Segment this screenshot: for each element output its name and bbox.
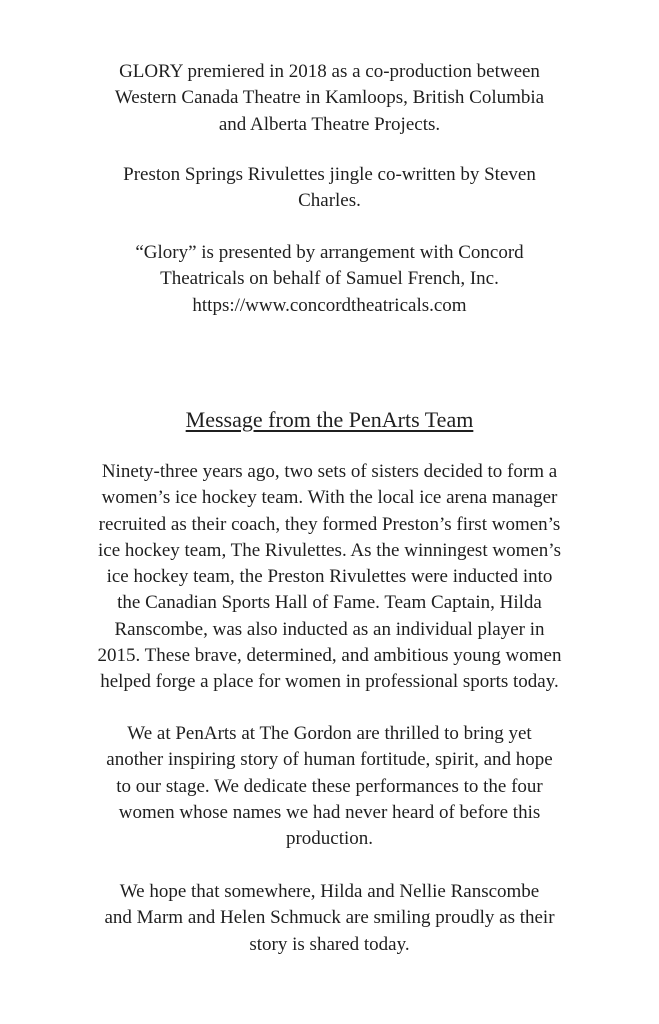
message-p2-line: women whose names we had never heard of before this xyxy=(118,801,541,823)
message-p1-line: the Canadian Sports Hall of Fame. Team Captain, Hilda xyxy=(117,592,542,614)
message-paragraph-3 xyxy=(40,879,619,958)
message-paragraph-1 xyxy=(40,459,619,696)
message-p1-line: Ninety-three years ago, two sets of sisters decided to form a xyxy=(101,461,558,482)
message-p3-line: and Marm and Helen Schmuck are smiling proudly as their xyxy=(104,907,555,929)
arrangement-line-1: “Glory” is presented by arrangement with Concord xyxy=(135,242,524,263)
message-p1-line: helped forge a place for women in professional sports today. xyxy=(100,671,559,693)
message-p1-line: ice hockey team, the Preston Rivulettes were inducted into xyxy=(106,566,553,588)
premiere-line-1: GLORY premiered in 2018 as a co-production between xyxy=(119,61,540,82)
message-p2-line: We at PenArts at The Gordon are thrilled to bring yet xyxy=(127,723,532,744)
premiere-credit xyxy=(40,59,619,138)
jingle-line-2: Charles. xyxy=(298,190,361,212)
message-heading: Message from the PenArts Team xyxy=(185,407,474,432)
message-p2-line: production. xyxy=(285,828,374,850)
message-p2-line: another inspiring story of human fortitude, spirit, and hope xyxy=(106,749,553,771)
message-p1-line: women’s ice hockey team. With the local ice arena manager xyxy=(101,487,558,509)
premiere-line-3: and Alberta Theatre Projects. xyxy=(218,113,441,135)
jingle-line-1: Preston Springs Rivulettes jingle co-written by Steven xyxy=(123,164,536,185)
message-p2-line: to our stage. We dedicate these performances to the four xyxy=(116,775,543,797)
arrangement-line-2: Theatricals on behalf of Samuel French, Inc. xyxy=(160,268,499,290)
message-p1-line: 2015. These brave, determined, and ambitious young women xyxy=(97,645,562,667)
message-p1-line: Ranscombe, was also inducted as an individual player in xyxy=(114,618,545,640)
message-paragraph-2 xyxy=(40,721,619,852)
arrangement-credit xyxy=(40,240,619,319)
arrangement-url: https://www.concordtheatricals.com xyxy=(192,294,467,316)
message-p1-line: recruited as their coach, they formed Preston’s first women’s xyxy=(98,513,561,535)
jingle-credit xyxy=(40,162,619,215)
message-p1-line: ice hockey team, The Rivulettes. As the winningest women’s xyxy=(98,539,561,561)
message-p3-line: story is shared today. xyxy=(249,933,410,955)
premiere-line-2: Western Canada Theatre in Kamloops, British Columbia xyxy=(114,87,545,109)
message-p3-line: We hope that somewhere, Hilda and Nellie Ranscombe xyxy=(119,881,540,902)
